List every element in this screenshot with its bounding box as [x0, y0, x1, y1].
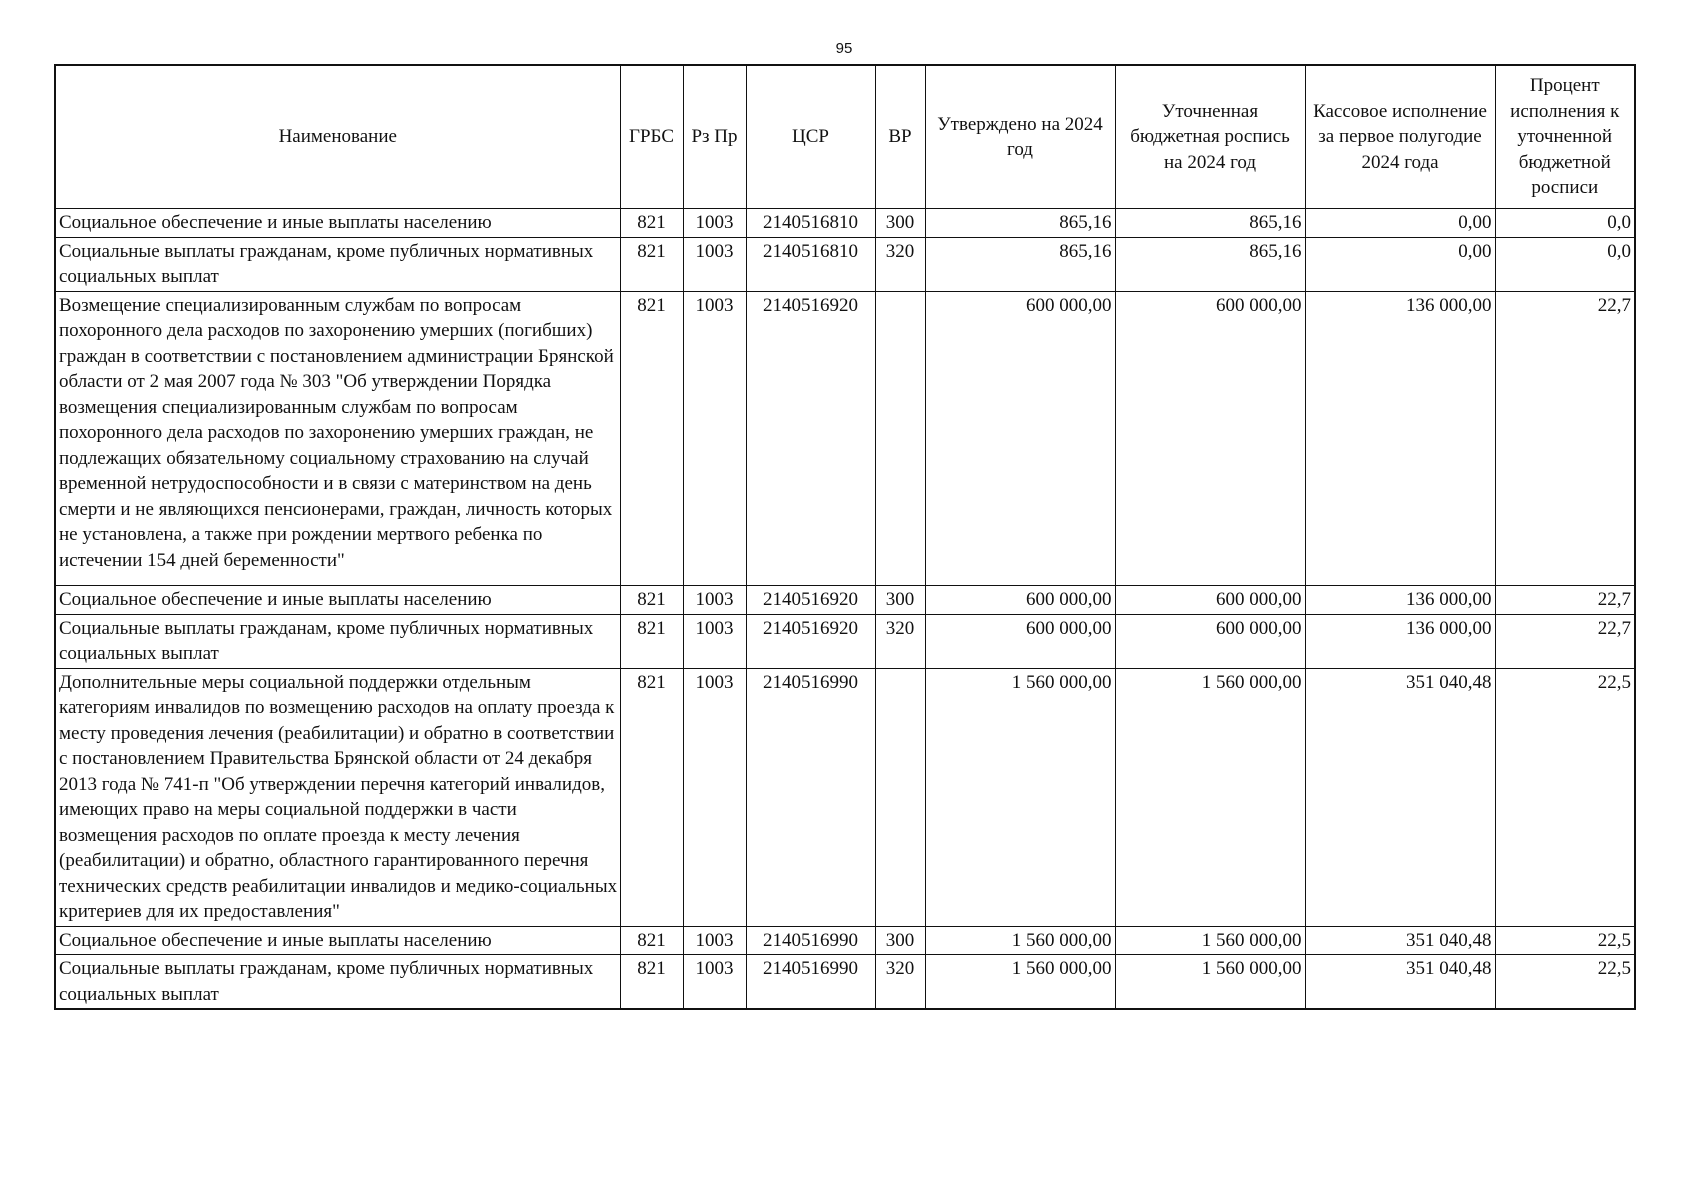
cell-approved: 1 560 000,00 — [925, 668, 1115, 926]
cell-csr: 2140516920 — [746, 614, 875, 668]
table-row — [55, 209, 1635, 238]
table-row — [55, 955, 1635, 1010]
cell-percent: 22,5 — [1495, 955, 1635, 1010]
cell-percent: 22,7 — [1495, 586, 1635, 615]
cell-refined: 600 000,00 — [1115, 586, 1305, 615]
header-grbs: ГРБС — [620, 65, 683, 209]
cell-vr: 320 — [875, 955, 925, 1010]
cell-name: Дополнительные меры социальной поддержки отдельным категориям инвалидов по возмещению расходов на оплату проезда к месту проведения лечения (реабилитации) и обратно в соответствии с постановлением Правительства Брянской области от 24 декабря 2013 года № 741-п "Об утверждении перечня категорий инвалидов, имеющих право на меры социальной поддержки в части возмещения расходов по оплате проезда к месту лечения (реабилитации) и обратно, областного гарантированного перечня технических средств реабилитации инвалидов и медико-социальных критериев для их предоставления" — [55, 668, 620, 926]
cell-refined: 865,16 — [1115, 237, 1305, 291]
table-row — [55, 668, 1635, 926]
cell-cash: 136 000,00 — [1305, 291, 1495, 586]
cell-approved: 865,16 — [925, 237, 1115, 291]
cell-grbs: 821 — [620, 668, 683, 926]
table-row — [55, 237, 1635, 291]
header-percent: Процент исполнения к уточненной бюджетной росписи — [1495, 65, 1635, 209]
cell-grbs: 821 — [620, 586, 683, 615]
cell-rzpr: 1003 — [683, 291, 746, 586]
cell-grbs: 821 — [620, 237, 683, 291]
cell-grbs: 821 — [620, 209, 683, 238]
cell-rzpr: 1003 — [683, 926, 746, 955]
cell-cash: 351 040,48 — [1305, 955, 1495, 1010]
cell-cash: 0,00 — [1305, 237, 1495, 291]
cell-cash: 136 000,00 — [1305, 614, 1495, 668]
budget-table — [54, 64, 1636, 1010]
cell-approved: 600 000,00 — [925, 586, 1115, 615]
header-csr: ЦСР — [746, 65, 875, 209]
cell-approved: 600 000,00 — [925, 291, 1115, 586]
cell-grbs: 821 — [620, 614, 683, 668]
cell-vr: 300 — [875, 209, 925, 238]
cell-cash: 351 040,48 — [1305, 668, 1495, 926]
cell-csr: 2140516920 — [746, 291, 875, 586]
cell-grbs: 821 — [620, 291, 683, 586]
header-refined: Уточненная бюджетная роспись на 2024 год — [1115, 65, 1305, 209]
cell-percent: 22,5 — [1495, 668, 1635, 926]
cell-percent: 22,7 — [1495, 291, 1635, 586]
header-rzpr: Рз Пр — [683, 65, 746, 209]
header-vr: ВР — [875, 65, 925, 209]
cell-vr: 300 — [875, 926, 925, 955]
page-number: 95 — [835, 40, 853, 57]
cell-cash: 0,00 — [1305, 209, 1495, 238]
cell-csr: 2140516990 — [746, 668, 875, 926]
table-row — [55, 586, 1635, 615]
cell-refined: 1 560 000,00 — [1115, 955, 1305, 1010]
cell-refined: 1 560 000,00 — [1115, 668, 1305, 926]
cell-name: Социальные выплаты гражданам, кроме публичных нормативных социальных выплат — [55, 955, 620, 1010]
cell-csr: 2140516810 — [746, 209, 875, 238]
cell-name: Социальные выплаты гражданам, кроме публичных нормативных социальных выплат — [55, 237, 620, 291]
header-approved: Утверждено на 2024 год — [925, 65, 1115, 209]
cell-name: Социальное обеспечение и иные выплаты населению — [55, 209, 620, 238]
header-name: Наименование — [55, 65, 620, 209]
table-row — [55, 614, 1635, 668]
cell-percent: 0,0 — [1495, 209, 1635, 238]
cell-vr: 320 — [875, 614, 925, 668]
cell-rzpr: 1003 — [683, 955, 746, 1010]
cell-csr: 2140516920 — [746, 586, 875, 615]
cell-percent: 22,5 — [1495, 926, 1635, 955]
cell-approved: 1 560 000,00 — [925, 955, 1115, 1010]
cell-vr — [875, 291, 925, 586]
cell-vr: 300 — [875, 586, 925, 615]
cell-name: Возмещение специализированным службам по вопросам похоронного дела расходов по захоронению умерших (погибших) граждан в соответствии с постановлением администрации Брянской области от 2 мая 2007 года № 303 "Об утверждении Порядка возмещения специализированным службам по вопросам похоронного дела расходов по захоронению умерших граждан, не подлежащих обязательному социальному страхованию на случай временной нетрудоспособности и в связи с материнством на день смерти и не являющихся пенсионерами, граждан, личность которых не установлена, а также при рождении мертвого ребенка по истечении 154 дней беременности" — [55, 291, 620, 586]
cell-rzpr: 1003 — [683, 614, 746, 668]
cell-rzpr: 1003 — [683, 237, 746, 291]
cell-grbs: 821 — [620, 955, 683, 1010]
cell-csr: 2140516810 — [746, 237, 875, 291]
cell-refined: 1 560 000,00 — [1115, 926, 1305, 955]
cell-cash: 136 000,00 — [1305, 586, 1495, 615]
cell-refined: 600 000,00 — [1115, 291, 1305, 586]
cell-name: Социальное обеспечение и иные выплаты населению — [55, 586, 620, 615]
cell-csr: 2140516990 — [746, 955, 875, 1010]
cell-name: Социальные выплаты гражданам, кроме публичных нормативных социальных выплат — [55, 614, 620, 668]
cell-cash: 351 040,48 — [1305, 926, 1495, 955]
cell-rzpr: 1003 — [683, 586, 746, 615]
cell-csr: 2140516990 — [746, 926, 875, 955]
table-row — [55, 291, 1635, 586]
cell-rzpr: 1003 — [683, 209, 746, 238]
cell-approved: 600 000,00 — [925, 614, 1115, 668]
header-cash: Кассовое исполнение за первое полугодие 2024 года — [1305, 65, 1495, 209]
table-row — [55, 926, 1635, 955]
cell-grbs: 821 — [620, 926, 683, 955]
cell-vr — [875, 668, 925, 926]
cell-refined: 600 000,00 — [1115, 614, 1305, 668]
cell-approved: 865,16 — [925, 209, 1115, 238]
cell-approved: 1 560 000,00 — [925, 926, 1115, 955]
cell-name: Социальное обеспечение и иные выплаты населению — [55, 926, 620, 955]
cell-rzpr: 1003 — [683, 668, 746, 926]
cell-percent: 22,7 — [1495, 614, 1635, 668]
table-header-row — [55, 65, 1635, 209]
cell-vr: 320 — [875, 237, 925, 291]
cell-percent: 0,0 — [1495, 237, 1635, 291]
cell-refined: 865,16 — [1115, 209, 1305, 238]
